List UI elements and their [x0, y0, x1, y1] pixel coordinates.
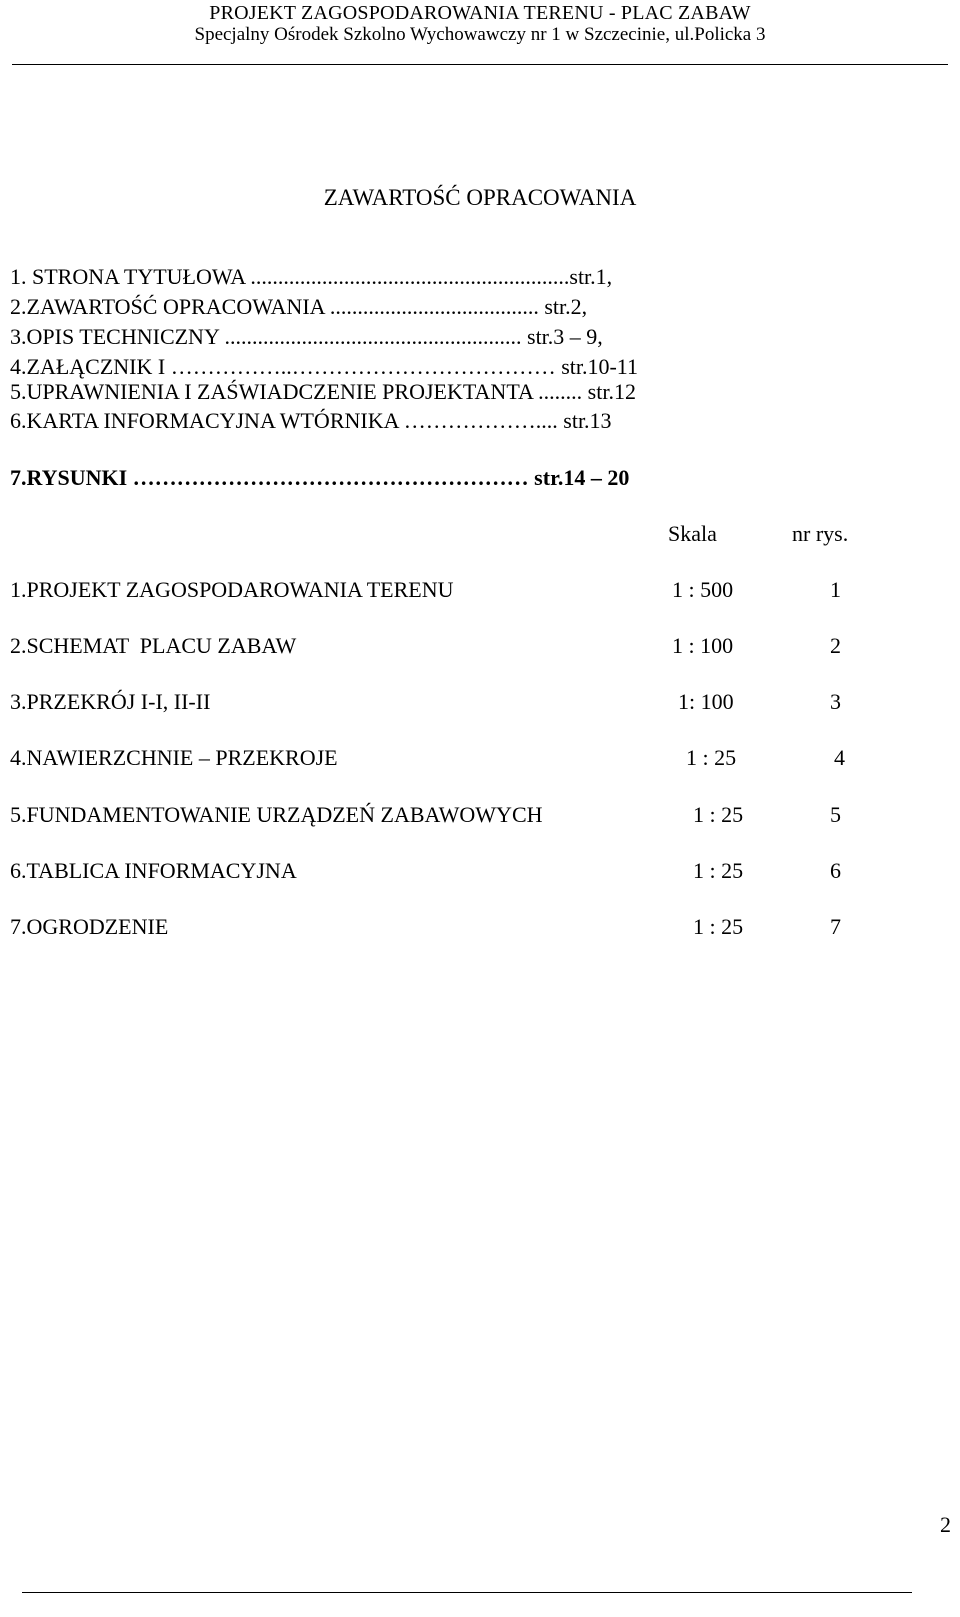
toc-item-5: 5.UPRAWNIENIA I ZAŚWIADCZENIE PROJEKTANTA ........ str.12 [10, 379, 636, 404]
toc-item-7: 7.RYSUNKI ……………………………………………… str.14 – 20 [10, 465, 630, 490]
drawing-scale: 1 : 25 [686, 745, 737, 770]
toc-item-1: 1. STRONA TYTUŁOWA ..........................................................str.1, [10, 264, 613, 289]
drawing-number: 6 [830, 858, 841, 883]
drawing-scale: 1: 100 [678, 689, 734, 714]
scale-column-header: Skala [668, 521, 717, 546]
toc-item-2: 2.ZAWARTOŚĆ OPRACOWANIA ...................................... str.2, [10, 294, 588, 319]
drawing-name: 6.TABLICA INFORMACYJNA [10, 858, 297, 883]
toc-item-6: 6.KARTA INFORMACYJNA WTÓRNIKA ……………….... str.13 [10, 408, 612, 433]
drawing-row [0, 633, 960, 661]
drawing-row [0, 802, 960, 830]
drawing-scale: 1 : 500 [672, 577, 734, 602]
document-title: ZAWARTOŚĆ OPRACOWANIA [323, 185, 637, 210]
drawing-row [0, 914, 960, 942]
drawing-row [0, 858, 960, 886]
header-institution: Specjalny Ośrodek Szkolno Wychowawczy nr 1 w Szczecinie, ul.Policka 3 [194, 24, 766, 45]
drawing-number: 4 [834, 745, 845, 770]
header-project-title: PROJEKT ZAGOSPODAROWANIA TERENU - PLAC ZABAW [209, 2, 751, 24]
toc-item-3: 3.OPIS TECHNICZNY ...................................................... str.3 – 9, [10, 324, 603, 349]
drawing-row [0, 689, 960, 717]
drawing-row [0, 577, 960, 605]
drawing-number: 5 [830, 802, 841, 827]
drawing-name: 1.PROJEKT ZAGOSPODAROWANIA TERENU [10, 577, 454, 602]
drawing-scale: 1 : 25 [693, 802, 744, 827]
drawing-scale: 1 : 25 [693, 858, 744, 883]
drawing-name: 4.NAWIERZCHNIE – PRZEKROJE [10, 745, 338, 770]
header-rule [12, 64, 948, 65]
page-number: 2 [940, 1512, 951, 1537]
drawing-number: 1 [830, 577, 841, 602]
drawing-scale: 1 : 100 [672, 633, 734, 658]
footer-rule [22, 1592, 912, 1593]
drawing-name: 7.OGRODZENIE [10, 914, 169, 939]
number-column-header: nr rys. [792, 521, 849, 546]
drawing-scale: 1 : 25 [693, 914, 744, 939]
drawing-name: 2.SCHEMAT PLACU ZABAW [10, 633, 297, 658]
drawing-name: 5.FUNDAMENTOWANIE URZĄDZEŃ ZABAWOWYCH [10, 802, 543, 827]
drawing-number: 7 [830, 914, 841, 939]
toc-item-4: 4.ZAŁĄCZNIK I ……………..……………………………… str.10-11 [10, 354, 638, 379]
drawing-row [0, 745, 960, 773]
drawing-number: 2 [830, 633, 841, 658]
drawing-name: 3.PRZEKRÓJ I-I, II-II [10, 689, 211, 714]
drawing-number: 3 [830, 689, 841, 714]
